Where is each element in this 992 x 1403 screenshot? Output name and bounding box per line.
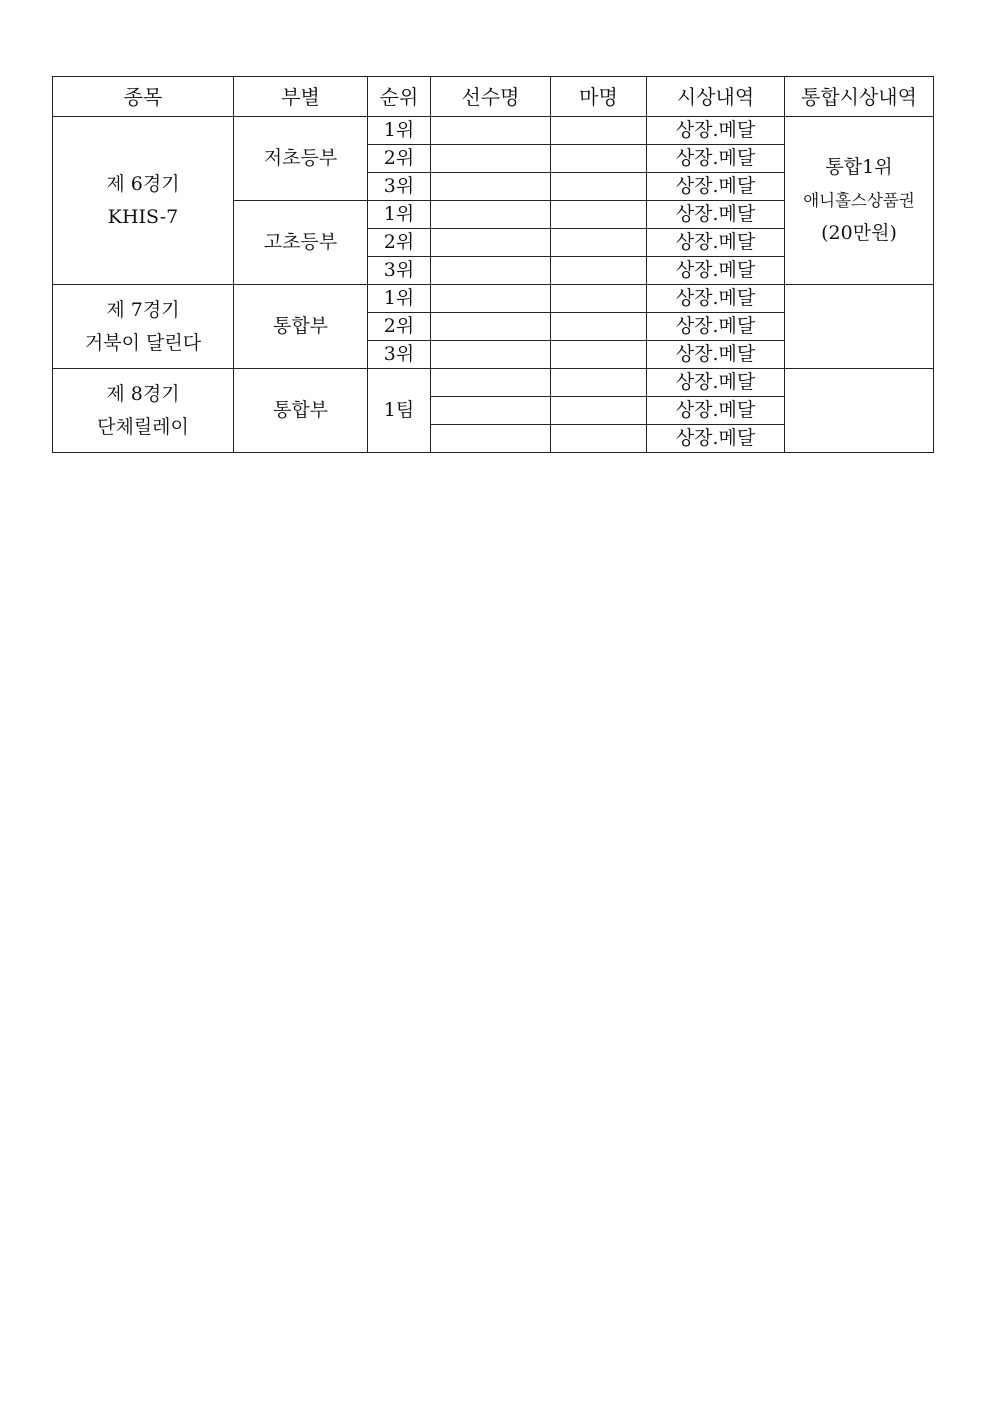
player-name-cell	[431, 341, 551, 369]
award-cell: 상장.메달	[647, 369, 785, 397]
rank-cell: 3위	[368, 173, 431, 201]
total-award-cell	[785, 369, 934, 453]
player-name-cell	[431, 257, 551, 285]
award-cell: 상장.메달	[647, 229, 785, 257]
total-award-cell	[785, 285, 934, 369]
rank-cell: 2위	[368, 229, 431, 257]
award-cell: 상장.메달	[647, 117, 785, 145]
horse-name-cell	[551, 229, 647, 257]
header-rank: 순위	[368, 77, 431, 117]
event-cell	[53, 285, 234, 369]
table-row	[53, 117, 934, 145]
event-number: 제 7경기	[106, 299, 180, 322]
player-name-cell	[431, 313, 551, 341]
horse-name-cell	[551, 117, 647, 145]
total-award-rank: 통합1위	[825, 155, 893, 178]
event-number: 제 6경기	[106, 173, 180, 196]
player-name-cell	[431, 425, 551, 453]
rank-cell: 3위	[368, 257, 431, 285]
division-cell: 저초등부	[234, 117, 368, 201]
event-title: 단체릴레이	[97, 415, 189, 438]
rank-cell: 1위	[368, 201, 431, 229]
rank-cell: 2위	[368, 145, 431, 173]
horse-name-cell	[551, 173, 647, 201]
player-name-cell	[431, 201, 551, 229]
total-award-prize: 애니홀스상품권	[803, 190, 915, 210]
horse-name-cell	[551, 313, 647, 341]
table-row	[53, 369, 934, 397]
horse-name-cell	[551, 201, 647, 229]
award-cell: 상장.메달	[647, 341, 785, 369]
header-event: 종목	[53, 77, 234, 117]
division-cell: 고초등부	[234, 201, 368, 285]
award-cell: 상장.메달	[647, 257, 785, 285]
event-number: 제 8경기	[106, 383, 180, 406]
horse-name-cell	[551, 369, 647, 397]
event-title: 거북이 달린다	[84, 331, 202, 354]
player-name-cell	[431, 229, 551, 257]
award-cell: 상장.메달	[647, 201, 785, 229]
player-name-cell	[431, 145, 551, 173]
award-cell: 상장.메달	[647, 313, 785, 341]
header-horse-name: 마명	[551, 77, 647, 117]
player-name-cell	[431, 285, 551, 313]
event-cell	[53, 117, 234, 285]
award-cell: 상장.메달	[647, 397, 785, 425]
total-award-cell	[785, 117, 934, 285]
header-division: 부별	[234, 77, 368, 117]
table-row	[53, 285, 934, 313]
header-player-name: 선수명	[431, 77, 551, 117]
header-award: 시상내역	[647, 77, 785, 117]
awards-table	[52, 76, 934, 453]
horse-name-cell	[551, 257, 647, 285]
horse-name-cell	[551, 341, 647, 369]
header-row	[53, 77, 934, 117]
division-cell: 통합부	[234, 285, 368, 369]
horse-name-cell	[551, 145, 647, 173]
rank-cell: 2위	[368, 313, 431, 341]
player-name-cell	[431, 369, 551, 397]
rank-cell: 1위	[368, 285, 431, 313]
header-total-award: 통합시상내역	[785, 77, 934, 117]
rank-cell: 1팀	[368, 369, 431, 453]
player-name-cell	[431, 397, 551, 425]
award-cell: 상장.메달	[647, 145, 785, 173]
award-cell: 상장.메달	[647, 285, 785, 313]
rank-cell: 3위	[368, 341, 431, 369]
horse-name-cell	[551, 397, 647, 425]
event-title: KHIS-7	[107, 205, 179, 228]
award-cell: 상장.메달	[647, 173, 785, 201]
player-name-cell	[431, 117, 551, 145]
player-name-cell	[431, 173, 551, 201]
horse-name-cell	[551, 285, 647, 313]
horse-name-cell	[551, 425, 647, 453]
division-cell: 통합부	[234, 369, 368, 453]
total-award-amount: (20만원)	[821, 222, 897, 245]
event-cell	[53, 369, 234, 453]
rank-cell: 1위	[368, 117, 431, 145]
award-cell: 상장.메달	[647, 425, 785, 453]
